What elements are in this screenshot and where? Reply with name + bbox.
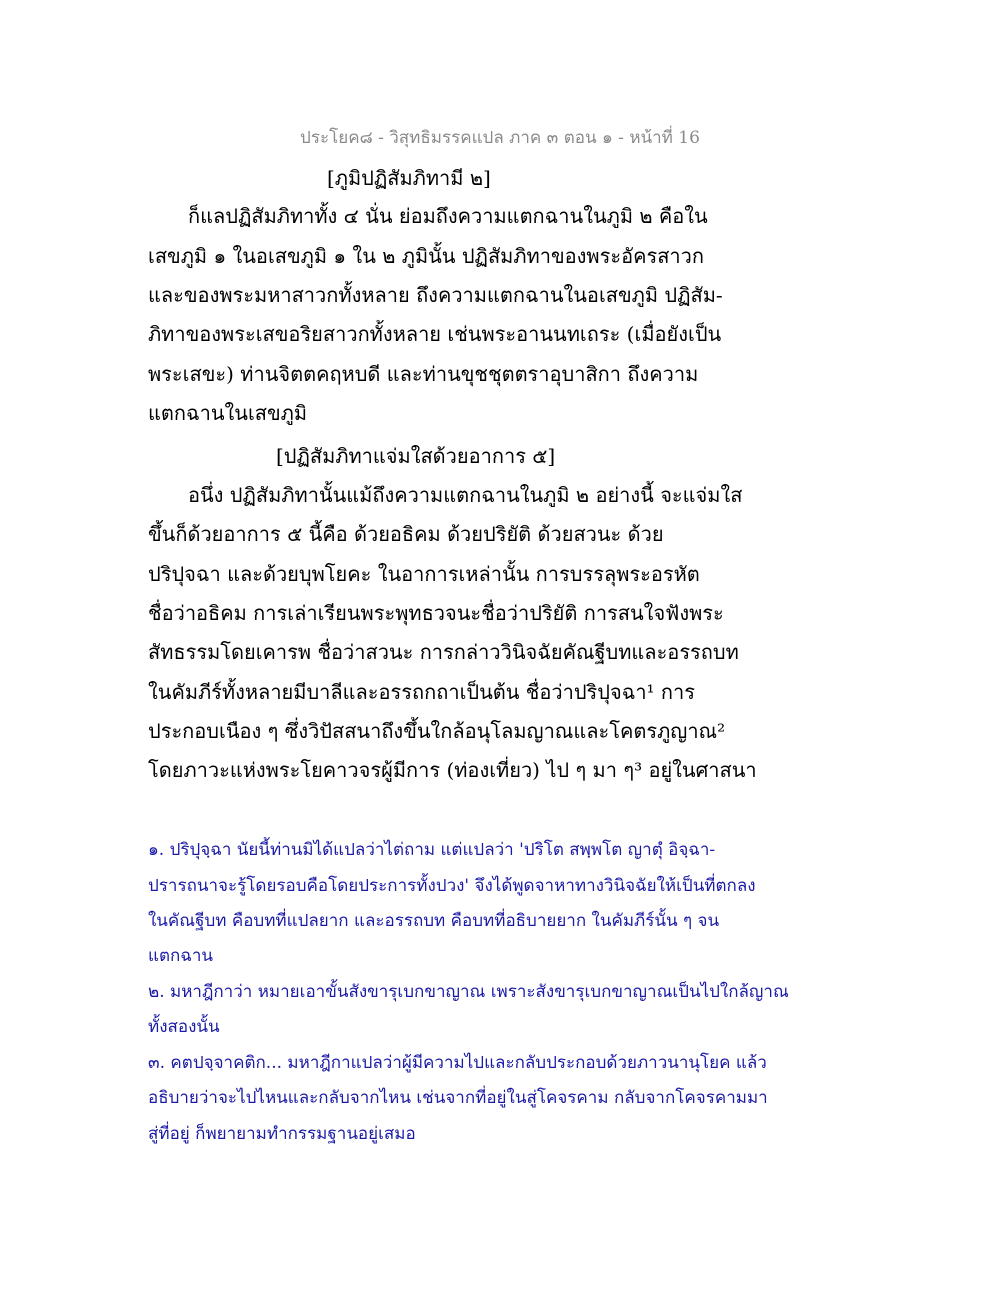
section-heading-bhumi: [ภูมิปฏิสัมภิทามี ๒] (327, 166, 491, 190)
body-line: และของพระมหาสาวกทั้งหลาย ถึงความแตกฉานในอเสขภูมิ ปฏิสัม- (148, 283, 723, 307)
footnote-line: ทั้งสองนั้น (148, 1017, 220, 1037)
footnote-line: ในคัณฐีบท คือบทที่แปลยาก และอรรถบท คือบทที่อธิบายยาก ในคัมภีร์นั้น ๆ จน (148, 911, 720, 931)
footnote-line: แตกฉาน (148, 946, 214, 966)
body-line: พระเสขะ) ท่านจิตตคฤหบดี และท่านขุชชุตตราอุบาสิกา ถึงความ (148, 362, 699, 386)
body-line: อนึ่ง ปฏิสัมภิทานั้นแม้ถึงความแตกฉานในภูมิ ๒ อย่างนี้ จะแจ่มใส (188, 483, 743, 507)
body-line: แตกฉานในเสขภูมิ (148, 401, 308, 425)
body-line: ปริปุจฉา และด้วยบุพโยคะ ในอาการเหล่านั้น การบรรลุพระอรหัต (148, 562, 700, 586)
body-line: โดยภาวะแห่งพระโยคาวจรผู้มีการ (ท่องเที่ยว) ไป ๆ มา ๆ³ อยู่ในศาสนา (148, 758, 757, 782)
footnote-line: ๓. คตปจฺจาคติก... มหาฎีกาแปลว่าผู้มีความไปและกลับประกอบด้วยภาวนานุโยค แล้ว (148, 1053, 767, 1073)
section-heading-akara: [ปฏิสัมภิทาแจ่มใสด้วยอาการ ๕] (276, 444, 556, 468)
footnote-line: ๑. ปริปุจฺฉา นัยนี้ท่านมิได้แปลว่าไต่ถาม แต่แปลว่า 'ปริโต สพฺพโต ญาตุํ อิจฺฉา- (148, 840, 716, 860)
body-line: เสขภูมิ ๑ ในอเสขภูมิ ๑ ใน ๒ ภูมินั้น ปฏิสัมภิทาของพระอัครสาวก (148, 244, 704, 268)
footnote-line: สู่ที่อยู่ ก็พยายามทำกรรมฐานอยู่เสมอ (148, 1124, 416, 1144)
body-line: ภิทาของพระเสขอริยสาวกทั้งหลาย เช่นพระอานนทเถระ (เมื่อยังเป็น (148, 322, 722, 346)
body-line: ประกอบเนือง ๆ ซึ่งวิปัสสนาถึงขึ้นใกล้อนุโลมญาณและโคตรภูญาณ² (148, 719, 726, 743)
page-header: ประโยค๘ - วิสุทธิมรรคแปล ภาค ๓ ตอน ๑ - หน้าที่ 16 (300, 128, 700, 148)
body-line: ขึ้นก็ด้วยอาการ ๕ นี้คือ ด้วยอธิคม ด้วยปริยัติ ด้วยสวนะ ด้วย (148, 522, 664, 546)
footnote-line: อธิบายว่าจะไปไหนและกลับจากไหน เช่นจากที่อยู่ในสู่โคจรคาม กลับจากโคจรคามมา (148, 1088, 768, 1108)
body-line: สัทธรรมโดยเคารพ ชื่อว่าสวนะ การกล่าววินิจฉัยคัณฐีบทและอรรถบท (148, 640, 739, 664)
footnote-line: ปรารถนาจะรู้โดยรอบคือโดยประการทั้งปวง' จึงได้พูดจาหาทางวินิจฉัยให้เป็นที่ตกลง (148, 876, 756, 896)
footnote-line: ๒. มหาฎีกาว่า หมายเอาขั้นสังขารุเบกขาญาณ เพราะสังขารุเบกขาญาณเป็นไปใกล้ญาณ (148, 982, 789, 1002)
body-line: ก็แลปฏิสัมภิทาทั้ง ๔ นั่น ย่อมถึงความแตกฉานในภูมิ ๒ คือใน (188, 204, 708, 228)
body-line: ชื่อว่าอธิคม การเล่าเรียนพระพุทธวจนะชื่อว่าปริยัติ การสนใจฟังพระ (148, 601, 724, 625)
body-line: ในคัมภีร์ทั้งหลายมีบาลีและอรรถกถาเป็นต้น ชื่อว่าปริปุจฉา¹ การ (148, 680, 696, 704)
